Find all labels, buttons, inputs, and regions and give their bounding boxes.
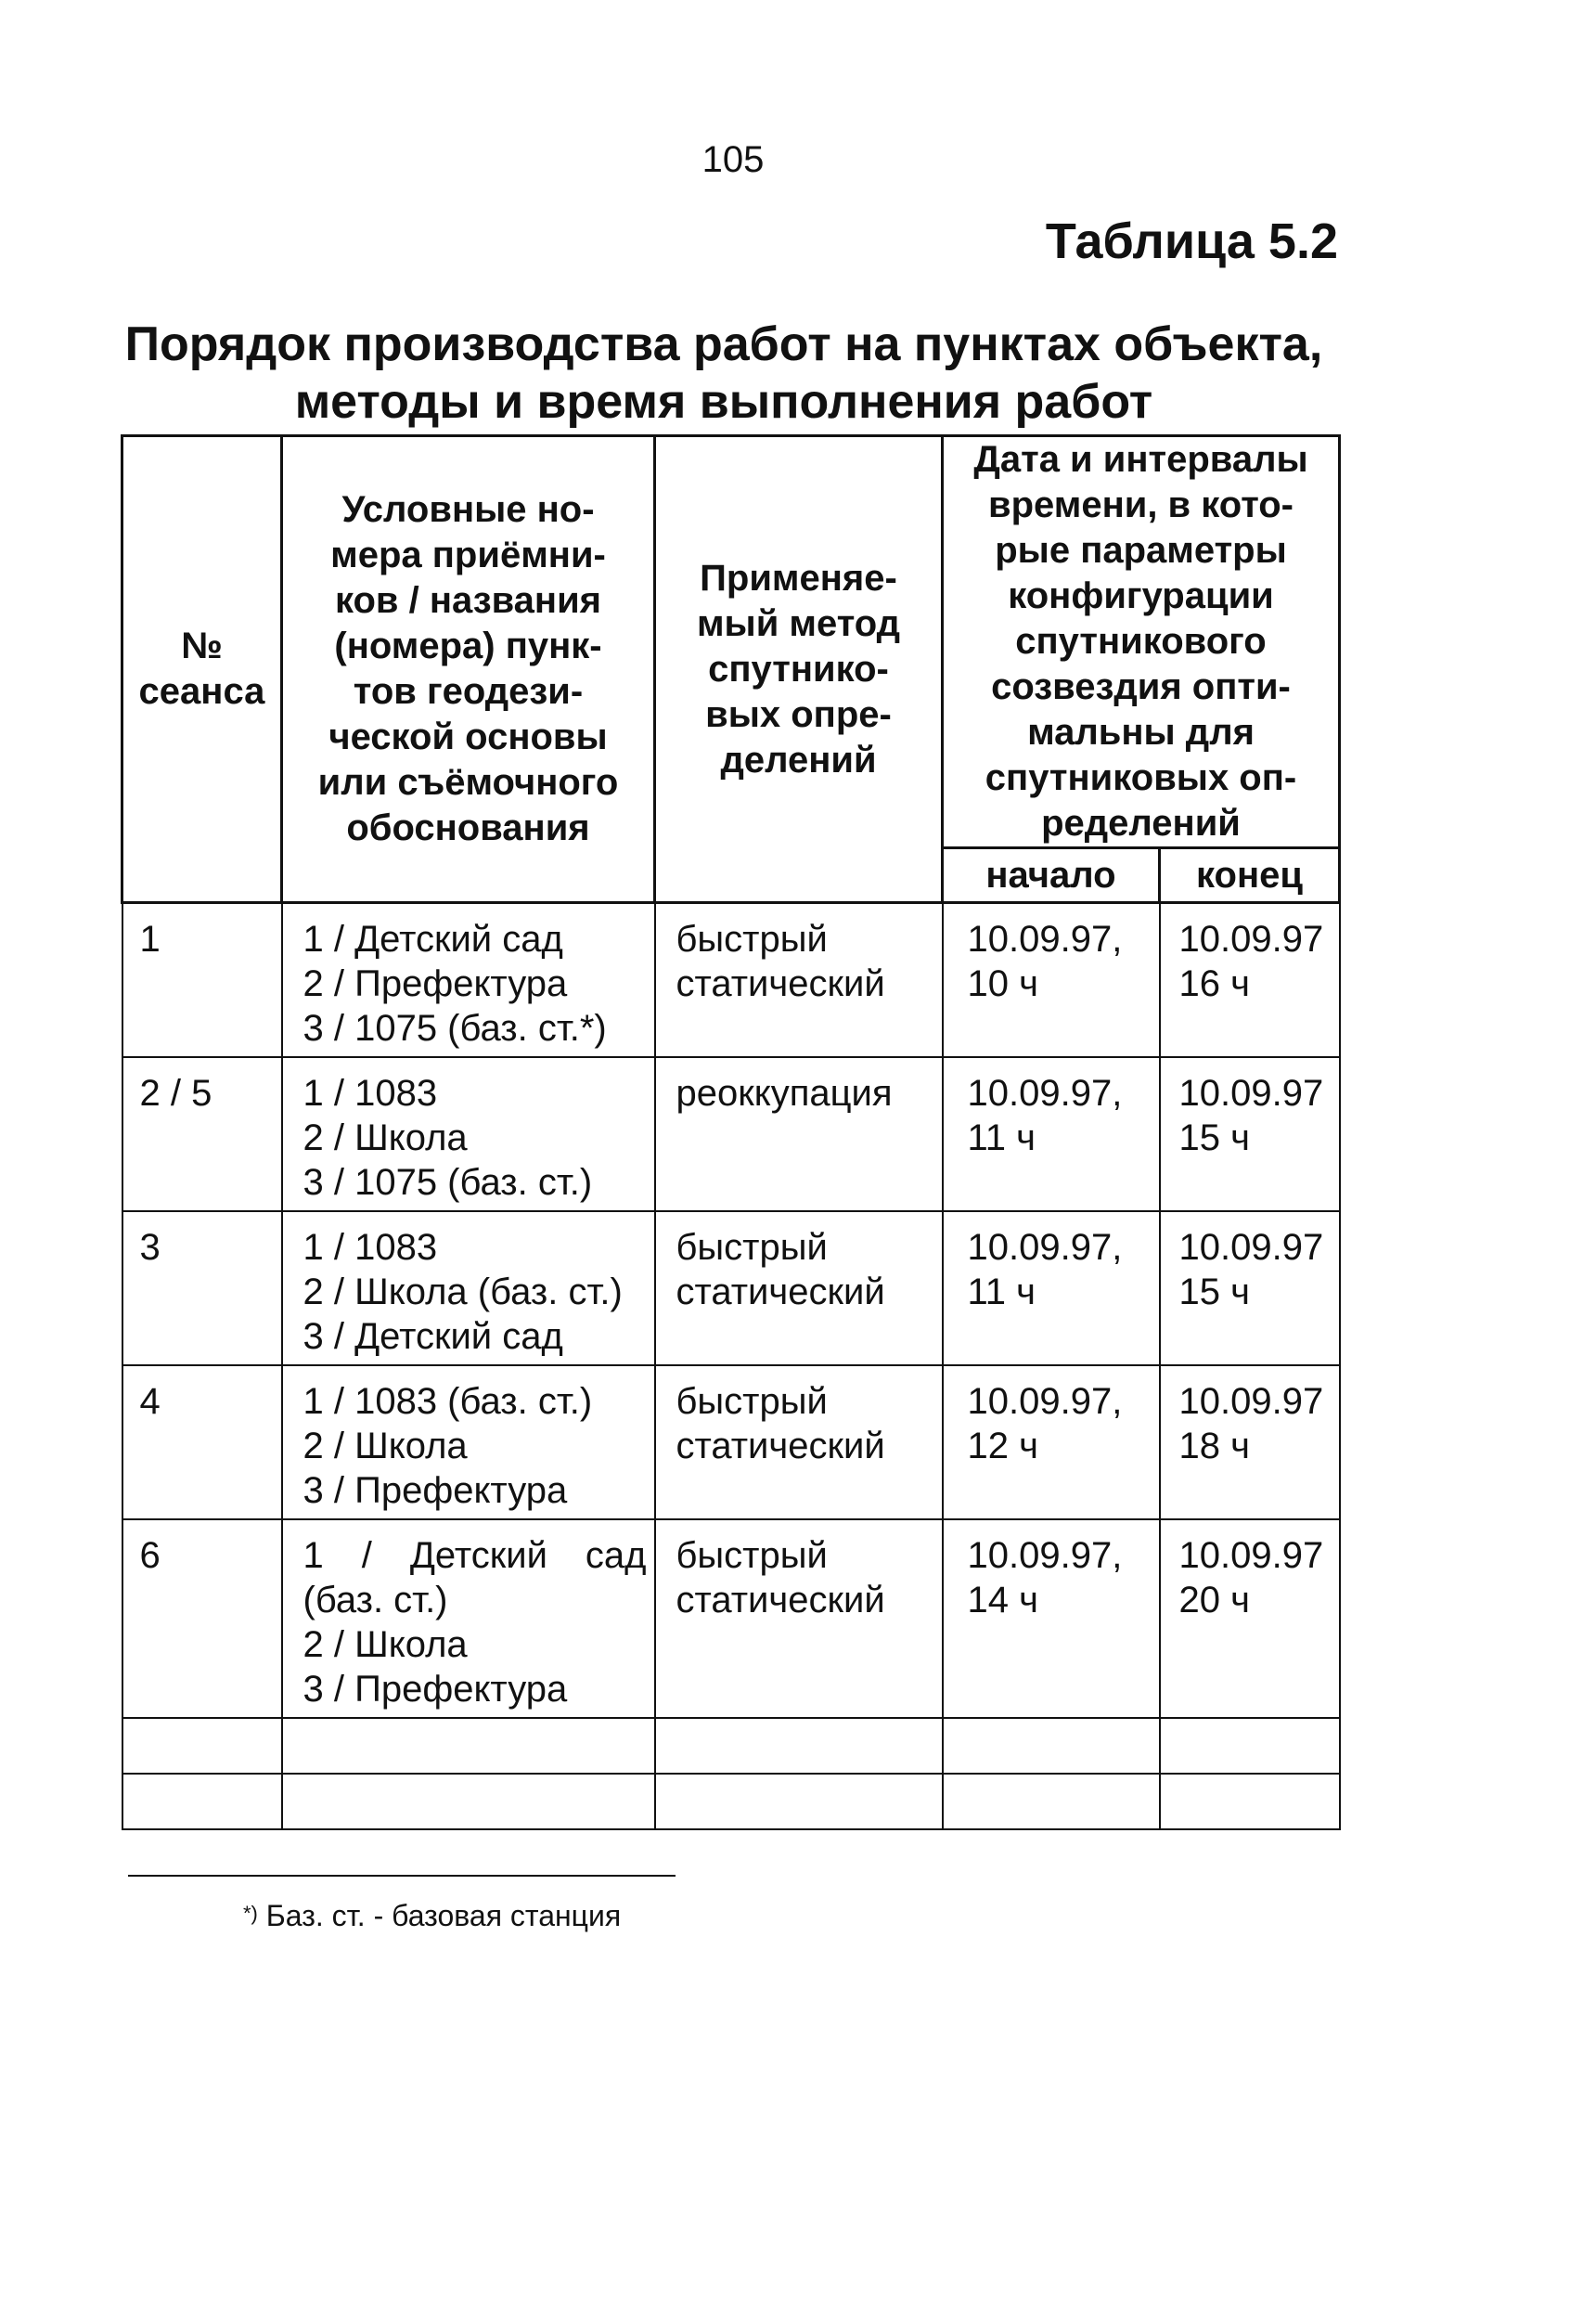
cell-receivers-line: 2 / Префектура [302, 963, 568, 1004]
cell-end [1160, 1365, 1340, 1519]
cell-end-line: 16 ч [1178, 963, 1250, 1004]
header-date-intervals [943, 436, 1340, 848]
header-receivers-line: ков / названия [334, 580, 602, 621]
cell-start-line: 14 ч [967, 1580, 1038, 1620]
cell-start [943, 1211, 1160, 1365]
cell-receivers [282, 1057, 655, 1211]
header-date-line: рые параметры [995, 530, 1287, 571]
header-session-line: сеанса [138, 671, 265, 712]
header-receivers-line: ческой основы [328, 717, 608, 757]
cell-start-line: 11 ч [967, 1117, 1036, 1158]
cell-method-line: реоккупация [676, 1073, 893, 1114]
header-receivers [282, 436, 655, 903]
cell-empty [655, 1774, 943, 1829]
header-date-line: спутниковых оп- [985, 757, 1297, 798]
cell-empty [282, 1718, 655, 1774]
cell-receivers-line: 3 / Детский сад [302, 1316, 563, 1357]
cell-receivers-line: 1 / 1083 [302, 1073, 438, 1114]
cell-end-line: 15 ч [1178, 1272, 1250, 1312]
cell-receivers-line: 2 / Школа [302, 1117, 468, 1158]
cell-receivers [282, 903, 655, 1058]
header-receivers-line: обоснования [346, 807, 590, 848]
cell-receivers-line: 2 / Школа [302, 1624, 468, 1665]
cell-empty [943, 1718, 1160, 1774]
cell-end-line: 10.09.97 [1178, 1381, 1324, 1422]
cell-receivers-line: 1 / 1083 [302, 1227, 438, 1268]
header-session [122, 436, 282, 903]
cell-receivers-line: 1 / 1083 (баз. ст.) [302, 1381, 593, 1422]
cell-start [943, 903, 1160, 1058]
cell-method-line: статический [676, 963, 885, 1004]
cell-start-line: 12 ч [967, 1426, 1038, 1466]
cell-method [655, 1211, 943, 1365]
header-receivers-line: Условные но- [341, 489, 595, 530]
header-start: начало [943, 848, 1160, 903]
cell-session: 2 / 5 [122, 1057, 282, 1211]
cell-empty [282, 1774, 655, 1829]
cell-method-line: быстрый [676, 1227, 828, 1268]
cell-start [943, 1057, 1160, 1211]
cell-method [655, 1365, 943, 1519]
table-row [122, 903, 1340, 1058]
cell-end-line: 15 ч [1178, 1117, 1250, 1158]
cell-method [655, 903, 943, 1058]
table-row [122, 1365, 1340, 1519]
cell-receivers [282, 1211, 655, 1365]
cell-receivers-line: 2 / Школа (баз. ст.) [302, 1272, 623, 1312]
cell-start-line: 10.09.97, [967, 1535, 1123, 1576]
cell-receivers-line: 3 / Префектура [302, 1669, 568, 1710]
table-row-empty [122, 1718, 1340, 1774]
cell-start-line: 10.09.97, [967, 1227, 1123, 1268]
table-title-line: методы и время выполнения работ [294, 375, 1153, 429]
table-row [122, 1519, 1340, 1718]
cell-end [1160, 1519, 1340, 1718]
cell-method-line: статический [676, 1272, 885, 1312]
cell-start [943, 1519, 1160, 1718]
cell-receivers [282, 1365, 655, 1519]
header-receivers-line: тов геодези- [353, 671, 584, 712]
table-row-empty [122, 1774, 1340, 1829]
cell-method-line: быстрый [676, 1381, 828, 1422]
header-date-line: ределений [1041, 803, 1241, 844]
page-number: 105 [701, 139, 765, 180]
cell-receivers [282, 1519, 655, 1718]
cell-method [655, 1519, 943, 1718]
cell-end-line: 10.09.97 [1178, 1073, 1324, 1114]
header-method-line: Применяе- [700, 557, 897, 599]
cell-receivers-line: 3 / 1075 (баз. ст.*) [302, 1008, 607, 1049]
header-date-line: конфигурации [1008, 575, 1274, 616]
header-session-line: № [181, 626, 223, 666]
header-date-line: мальны для [1027, 712, 1255, 753]
header-method-line: мый метод [696, 602, 901, 644]
cell-session: 6 [122, 1519, 282, 1718]
header-method-line: спутнико- [708, 648, 889, 690]
cell-method-line: быстрый [676, 919, 828, 960]
cell-receivers-line: 2 / Школа [302, 1426, 468, 1466]
header-method-line: вых опре- [705, 693, 892, 735]
cell-empty [1160, 1718, 1340, 1774]
cell-end-line: 10.09.97 [1178, 1227, 1324, 1268]
cell-session: 1 [122, 903, 282, 1058]
table-title-line: Порядок производства работ на пунктах объекта, [124, 317, 1323, 371]
header-end: конец [1160, 848, 1340, 903]
cell-receivers-line: 1 / Детский сад [302, 1535, 647, 1576]
cell-method-line: быстрый [676, 1535, 828, 1576]
cell-method [655, 1057, 943, 1211]
cell-end-line: 10.09.97 [1178, 1535, 1324, 1576]
header-receivers-line: (номера) пунк- [334, 626, 602, 666]
cell-method-line: статический [676, 1426, 885, 1466]
cell-end-line: 20 ч [1178, 1580, 1250, 1620]
footnote-marker: *) [243, 1902, 258, 1925]
header-method-line: делений [720, 739, 877, 781]
cell-receivers-line: (баз. ст.) [302, 1580, 448, 1620]
cell-start-line: 10 ч [967, 963, 1038, 1004]
cell-start-line: 10.09.97, [967, 919, 1123, 960]
cell-method-line: статический [676, 1580, 885, 1620]
footnote [243, 1897, 621, 1934]
cell-end [1160, 1057, 1340, 1211]
header-receivers-line: мера приёмни- [330, 535, 606, 575]
table-title [111, 316, 1336, 431]
cell-start-line: 10.09.97, [967, 1381, 1123, 1422]
header-method [655, 436, 943, 903]
cell-receivers-line: 3 / 1075 (баз. ст.) [302, 1162, 593, 1203]
footnote-text: Баз. ст. - базовая станция [265, 1899, 622, 1932]
header-receivers-line: или съёмочного [317, 762, 619, 803]
table-row [122, 1057, 1340, 1211]
cell-session: 4 [122, 1365, 282, 1519]
work-schedule-table [121, 434, 1341, 1830]
cell-empty [122, 1718, 282, 1774]
cell-empty [1160, 1774, 1340, 1829]
cell-end [1160, 903, 1340, 1058]
cell-empty [943, 1774, 1160, 1829]
cell-end-line: 18 ч [1178, 1426, 1250, 1466]
cell-start-line: 10.09.97, [967, 1073, 1123, 1114]
header-date-line: времени, в кото- [988, 484, 1294, 525]
header-date-line: спутникового [1015, 621, 1267, 662]
cell-start-line: 11 ч [967, 1272, 1036, 1312]
header-date-line: созвездия опти- [991, 666, 1291, 707]
cell-end-line: 10.09.97 [1178, 919, 1324, 960]
header-date-line: Дата и интервалы [973, 439, 1308, 480]
footnote-divider [128, 1875, 676, 1877]
cell-end [1160, 1211, 1340, 1365]
table-row [122, 1211, 1340, 1365]
cell-session: 3 [122, 1211, 282, 1365]
cell-empty [655, 1718, 943, 1774]
table-label: Таблица 5.2 [1045, 213, 1338, 269]
cell-start [943, 1365, 1160, 1519]
cell-empty [122, 1774, 282, 1829]
cell-receivers-line: 1 / Детский сад [302, 919, 563, 960]
cell-receivers-line: 3 / Префектура [302, 1470, 568, 1511]
